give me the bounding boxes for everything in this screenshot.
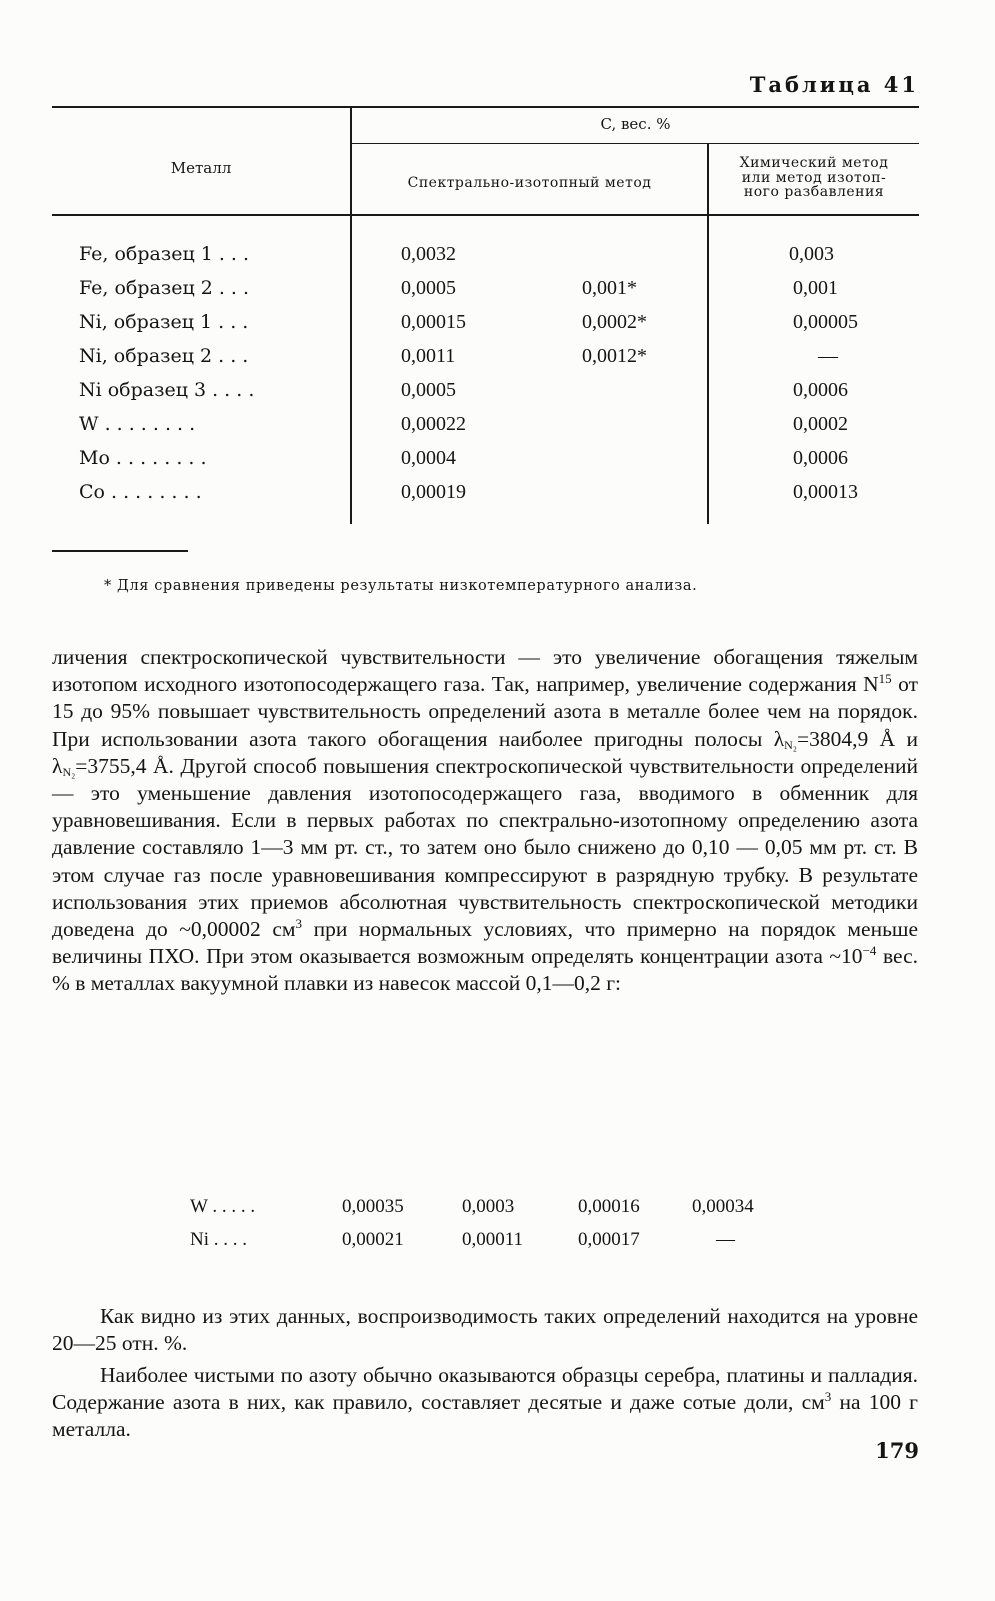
row-chemical: 0,001 xyxy=(793,277,838,299)
data-label: Ni . . . . xyxy=(190,1229,247,1250)
row-spectral: 0,0011 xyxy=(401,345,456,367)
row-chemical: 0,0006 xyxy=(793,379,848,401)
row-spectral-lowtemp: 0,0012* xyxy=(582,345,647,367)
header-chemical-line-1: Химический метод xyxy=(739,155,889,171)
footnote: * Для сравнения приведены результаты низкотемпературного анализа. xyxy=(104,578,698,594)
row-spectral: 0,0005 xyxy=(401,379,456,401)
text: Наиболее чистыми по азоту обычно оказываются образцы серебра, платины и палладия. Содержание азота в них, как правило, составляет десятые и даже сотые доли, см xyxy=(52,1363,918,1415)
paragraph-2: Как видно из этих данных, воспроизводимость таких определений находится на уровне 20—25 отн. %. xyxy=(52,1304,918,1356)
row-spectral: 0,00015 xyxy=(401,311,466,333)
row-metal: Fe, образец 1 . . . xyxy=(79,243,250,265)
row-metal: Ni, образец 2 . . . xyxy=(79,345,249,367)
text: вес. % в металлах вакуумной плавки из навесок массой 0,1—0,2 г: xyxy=(52,944,918,996)
header-spectral-method: Спектрально-изотопный метод xyxy=(407,175,652,191)
row-metal: W . . . . . . . . xyxy=(79,413,196,435)
paragraph-1 xyxy=(52,644,918,998)
text: на 100 г металла. xyxy=(52,1390,918,1442)
row-spectral: 0,0005 xyxy=(401,277,456,299)
superscript: 3 xyxy=(295,916,303,932)
table-caption: Таблица 41 xyxy=(749,72,919,97)
paragraph-3 xyxy=(52,1362,918,1444)
data-value: 0,00011 xyxy=(462,1229,524,1250)
row-spectral: 0,0004 xyxy=(401,447,456,469)
subscript: N₂ xyxy=(784,737,797,752)
superscript: −4 xyxy=(862,943,877,959)
header-chemical-method xyxy=(709,156,919,200)
table-top-rule xyxy=(52,106,919,108)
row-chemical: 0,0002 xyxy=(793,413,848,435)
row-spectral: 0,00019 xyxy=(401,481,466,503)
row-chemical: 0,0006 xyxy=(793,447,848,469)
data-table xyxy=(52,106,919,526)
header-c-weight: C, вес. % xyxy=(600,115,671,133)
data-value: 0,00017 xyxy=(578,1229,640,1250)
data-value: 0,0003 xyxy=(462,1196,515,1217)
text: от 15 до 95% повышает чувствительность определений азота в металле более чем на порядок. При использовании азота такого обогащения наиболее пригодны полосы λ xyxy=(52,672,918,751)
text: личения спектроскопической чувствительности — это увеличение обогащения тяжелым изотопом исходного изотопосодержащего газа. Так, например, увеличение содержания N xyxy=(52,645,918,697)
row-metal: Mo . . . . . . . . xyxy=(79,447,207,469)
superscript: 15 xyxy=(878,671,892,687)
data-label: W . . . . . xyxy=(190,1196,256,1217)
header-chemical-line-2: или метод изотоп- xyxy=(741,169,887,186)
page-number: 179 xyxy=(875,1438,919,1463)
row-chemical: 0,00013 xyxy=(793,481,858,503)
data-value: — xyxy=(716,1229,735,1250)
row-metal: Co . . . . . . . . xyxy=(79,481,202,503)
row-spectral-lowtemp: 0,001* xyxy=(582,277,637,299)
footnote-rule xyxy=(52,550,188,552)
row-chemical: 0,00005 xyxy=(793,311,858,333)
header-bottom-rule xyxy=(52,214,919,216)
header-mid-rule xyxy=(350,143,919,144)
table-divider-1 xyxy=(350,106,352,524)
data-value: 0,00035 xyxy=(342,1196,404,1217)
header-metal: Металл xyxy=(170,159,232,177)
data-value: 0,00034 xyxy=(692,1196,754,1217)
text: =3804,9 Å и λ xyxy=(52,726,918,778)
row-spectral: 0,0032 xyxy=(401,243,456,265)
text: =3755,4 Å. Другой способ повышения спектроскопической чувствительности определений — это уменьшение давления изотопосодержащего газа, вводимого в обменник для уравновешивания. Если в первых работах по спектрально-изотопному определению азота давление составляло 1—3 мм рт. ст., то затем оно было снижено до 0,10 — 0,05 мм рт. ст. В этом случае газ после уравновешивания компрессируют в разрядную трубку. В результате использования этих приемов абсолютная чувствительность спектроскопической методики доведена до ~0,00002 см xyxy=(52,753,918,942)
row-chemical: 0,003 xyxy=(789,243,834,265)
data-value: 0,00016 xyxy=(578,1196,640,1217)
table-divider-2 xyxy=(707,144,709,524)
row-metal: Ni, образец 1 . . . xyxy=(79,311,249,333)
data-rows xyxy=(0,1196,995,1266)
row-chemical: — xyxy=(818,345,838,367)
superscript: 3 xyxy=(824,1389,832,1405)
row-metal: Fe, образец 2 . . . xyxy=(79,277,250,299)
row-spectral-lowtemp: 0,0002* xyxy=(582,311,647,333)
data-value: 0,00021 xyxy=(342,1229,404,1250)
header-chemical-line-3: ного разбавления xyxy=(743,184,885,201)
text: при нормальных условиях, что примерно на порядок меньше величины ПХО. При этом оказывается возможным определять концентрации азота ~10 xyxy=(52,917,918,969)
subscript: N₂ xyxy=(62,764,76,779)
row-spectral: 0,00022 xyxy=(401,413,466,435)
row-metal: Ni образец 3 . . . . xyxy=(79,379,255,401)
